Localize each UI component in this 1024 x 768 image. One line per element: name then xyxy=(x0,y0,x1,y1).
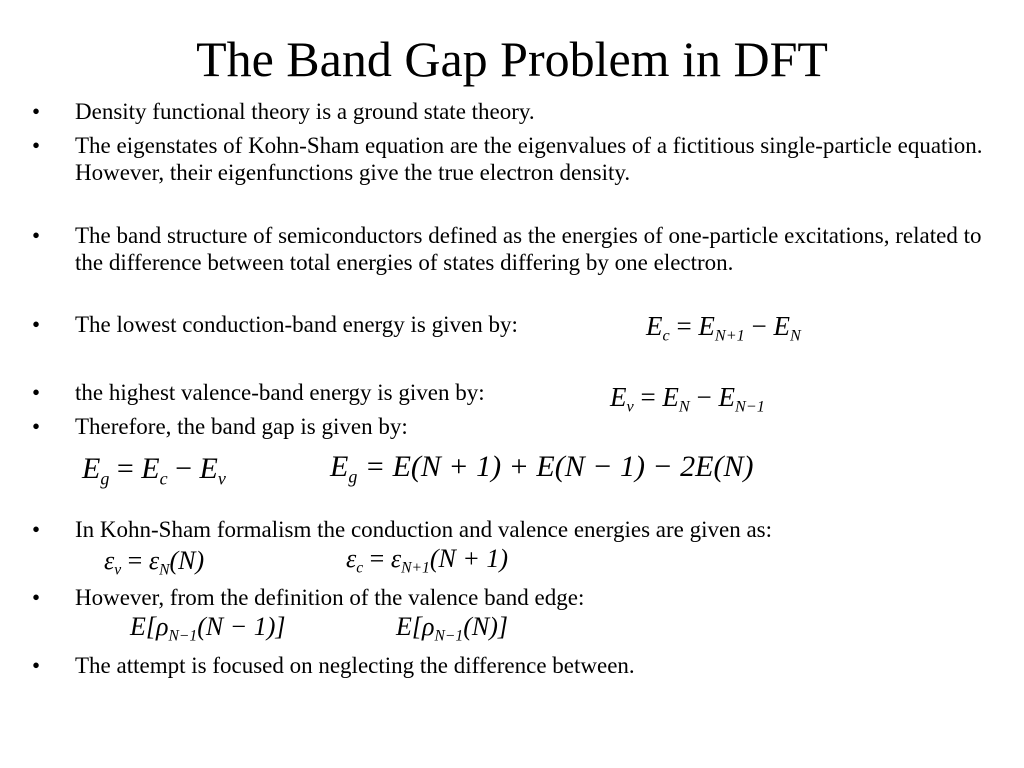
equation-valence-energy: $E_v = E_N - E_{N-1}$ xyxy=(610,382,765,416)
bullet-dot: • xyxy=(32,312,41,337)
bullet-text: the highest valence-band energy is given by: xyxy=(75,380,485,405)
bullet-dot: • xyxy=(32,99,41,124)
bullet-dot: • xyxy=(32,380,41,405)
bullet-text: The lowest conduction-band energy is given by: xyxy=(75,312,518,337)
equation-energy-density-n: $E[\rho_{N-1}(N)]$ xyxy=(396,612,508,645)
equation-band-gap-total-energy: $E_g = E(N + 1) + E(N - 1) - 2E(N)$ xyxy=(330,450,754,487)
bullet-dot: • xyxy=(32,653,41,678)
bullet-dot: • xyxy=(32,223,41,248)
bullet-dot: • xyxy=(32,517,41,542)
bullet-text: Therefore, the band gap is given by: xyxy=(75,414,408,439)
bullet-dot: • xyxy=(32,414,41,439)
bullet-text: The attempt is focused on neglecting the difference between. xyxy=(75,653,635,678)
bullet-text: In Kohn-Sham formalism the conduction and valence energies are given as: xyxy=(75,517,773,542)
equation-energy-density-n-minus-1: $E[\rho_{N-1}(N - 1)]$ xyxy=(130,612,286,645)
bullet-text: The band structure of semiconductors defined as the energies of one-particle excitations, related to the difference between total energies of states differing by one electron. xyxy=(75,223,982,275)
bullet-dot: • xyxy=(32,133,41,158)
equation-band-gap-simple: $E_g = E_c - E_v$ xyxy=(82,452,226,489)
equation-conduction-eigenvalue: $\varepsilon_c = \varepsilon_{N+1}(N + 1)$ xyxy=(346,544,509,577)
equation-valence-eigenvalue: $\varepsilon_v = \varepsilon_N(N)$ xyxy=(104,546,205,579)
bullet-dot: • xyxy=(32,585,41,610)
equation-conduction-energy: $E_c = E_{N+1} - E_N$ xyxy=(646,311,801,345)
bullet-text: Density functional theory is a ground state theory. xyxy=(75,99,535,124)
bullet-text: The eigenstates of Kohn-Sham equation are the eigenvalues of a fictitious single-particle equation. However, their eigenfunctions give the true electron density. xyxy=(75,133,983,185)
slide-title: The Band Gap Problem in DFT xyxy=(196,31,828,87)
bullet-text: However, from the definition of the valence band edge: xyxy=(75,585,585,610)
